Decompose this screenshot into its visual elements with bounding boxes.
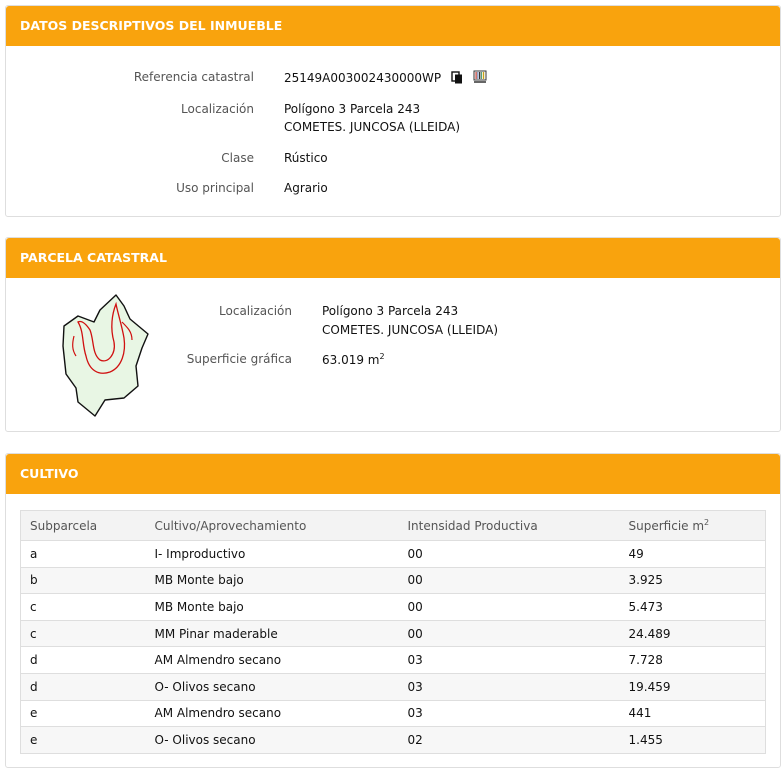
table-row [21,541,766,568]
table-row [21,594,766,621]
col-cultivo: Cultivo/Aprovechamiento [146,511,399,541]
cell-superficie: 441 [620,700,766,727]
uso-principal-value: Agrario [284,181,328,195]
cell-cultivo: I- Improductivo [146,541,399,568]
cell-subparcela: a [21,541,146,568]
superficie-grafica-value-row [322,352,385,367]
table-row [21,727,766,754]
parcela-localizacion-label: Localización [219,304,292,318]
cell-superficie: 5.473 [620,594,766,621]
localizacion-line2: COMETES. JUNCOSA (LLEIDA) [284,120,460,134]
cultivo-panel [5,453,781,768]
cell-subparcela: e [21,727,146,754]
table-row [21,647,766,674]
datos-descriptivos-title: DATOS DESCRIPTIVOS DEL INMUEBLE [6,6,780,46]
cell-intensidad: 00 [399,541,620,568]
cultivo-title: CULTIVO [6,454,780,494]
datos-descriptivos-panel [5,5,781,217]
uso-principal-label: Uso principal [176,181,254,195]
parcel-map-image[interactable] [58,292,154,418]
cell-superficie: 7.728 [620,647,766,674]
col-superficie-exp: 2 [704,518,710,527]
barcode-icon[interactable] [473,70,487,87]
clase-value: Rústico [284,151,328,165]
parcela-catastral-panel [5,237,781,432]
cultivo-table [20,510,766,754]
clase-label: Clase [221,151,254,165]
cell-cultivo: O- Olivos secano [146,673,399,700]
cell-cultivo: MB Monte bajo [146,594,399,621]
superficie-grafica-value: 63.019 m [322,353,380,367]
ref-catastral-label: Referencia catastral [133,70,254,84]
table-row [21,620,766,647]
cell-intensidad: 00 [399,620,620,647]
col-superficie [620,511,766,541]
cultivo-table-header [21,511,766,541]
cell-subparcela: d [21,647,146,674]
cell-subparcela: e [21,700,146,727]
cell-intensidad: 00 [399,594,620,621]
ref-catastral-value-row [284,70,487,87]
cell-cultivo: MM Pinar maderable [146,620,399,647]
localizacion-line1: Polígono 3 Parcela 243 [284,102,421,116]
cell-cultivo: MB Monte bajo [146,567,399,594]
cell-superficie: 24.489 [620,620,766,647]
ref-catastral-value: 25149A003002430000WP [284,71,442,85]
cell-intensidad: 03 [399,700,620,727]
copy-icon[interactable] [451,71,463,87]
localizacion-label: Localización [181,102,254,116]
table-row [21,567,766,594]
cell-subparcela: c [21,620,146,647]
cell-cultivo: AM Almendro secano [146,647,399,674]
col-subparcela: Subparcela [21,511,146,541]
parcela-catastral-title: PARCELA CATASTRAL [6,238,780,278]
cell-subparcela: b [21,567,146,594]
cell-subparcela: c [21,594,146,621]
superficie-grafica-label: Superficie gráfica [186,352,292,366]
cell-superficie: 1.455 [620,727,766,754]
cell-intensidad: 03 [399,647,620,674]
cell-subparcela: d [21,673,146,700]
cell-superficie: 19.459 [620,673,766,700]
cell-intensidad: 02 [399,727,620,754]
cell-intensidad: 03 [399,673,620,700]
cell-intensidad: 00 [399,567,620,594]
col-intensidad: Intensidad Productiva [399,511,620,541]
superficie-grafica-exp: 2 [379,352,385,361]
table-row [21,673,766,700]
cell-cultivo: O- Olivos secano [146,727,399,754]
cell-cultivo: AM Almendro secano [146,700,399,727]
table-row [21,700,766,727]
parcela-localizacion-line2: COMETES. JUNCOSA (LLEIDA) [322,323,498,337]
col-superficie-label: Superficie m [628,519,705,533]
cell-superficie: 3.925 [620,567,766,594]
cell-superficie: 49 [620,541,766,568]
parcela-localizacion-line1: Polígono 3 Parcela 243 [322,304,459,318]
